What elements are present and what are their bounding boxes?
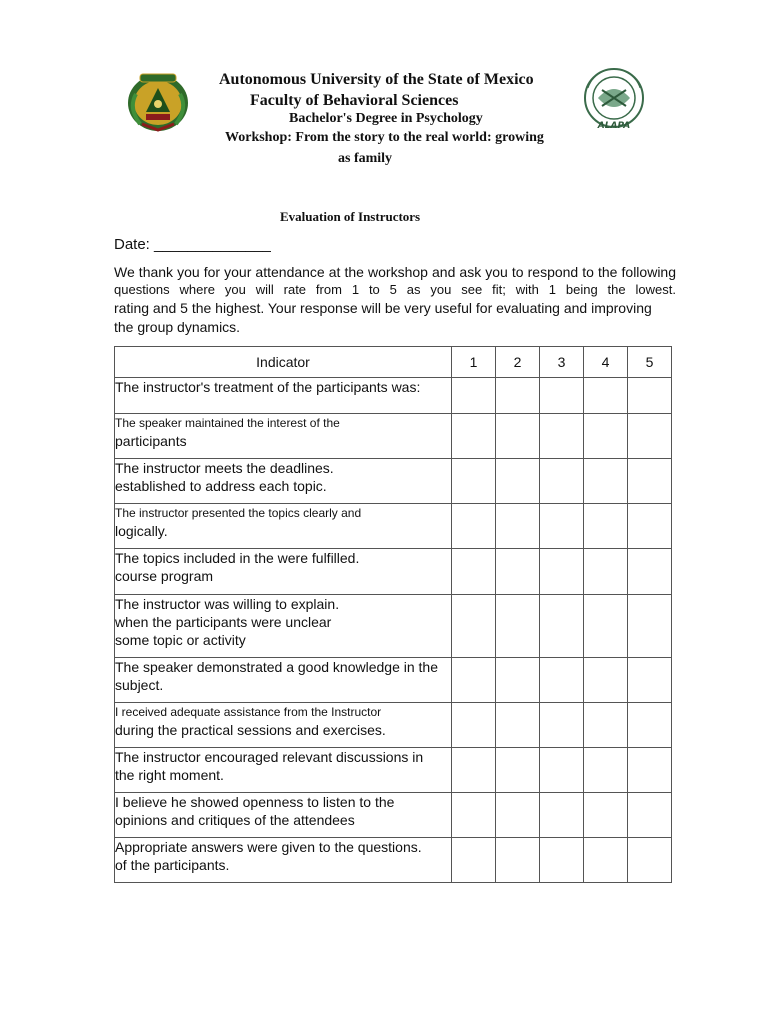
rating-cell-1[interactable] [452, 549, 496, 595]
indicator-text: of the participants. [115, 857, 230, 873]
rating-cell-3[interactable] [540, 703, 584, 748]
rating-cell-5[interactable] [628, 838, 672, 883]
rating-header-3: 3 [540, 347, 584, 378]
indicator-text: established to address each topic. [115, 478, 327, 494]
indicator-text: course program [115, 568, 214, 584]
rating-cell-3[interactable] [540, 658, 584, 703]
indicator-cell [115, 414, 452, 459]
rating-header-1: 1 [452, 347, 496, 378]
table-header-row [115, 347, 672, 378]
rating-cell-3[interactable] [540, 549, 584, 595]
date-field: Date: ______________ [114, 236, 271, 253]
rating-cell-4[interactable] [584, 748, 628, 793]
rating-cell-2[interactable] [496, 504, 540, 549]
indicator-text: The speaker maintained the interest of the [115, 416, 340, 430]
rating-cell-1[interactable] [452, 378, 496, 414]
rating-cell-3[interactable] [540, 793, 584, 838]
indicator-text: when the participants were unclear [115, 614, 332, 630]
indicator-text: subject. [115, 677, 164, 693]
intro-line-4: the group dynamics. [114, 319, 241, 335]
table-row [115, 414, 672, 459]
table-row [115, 459, 672, 504]
rating-header-2: 2 [496, 347, 540, 378]
indicator-text: The instructor's treatment of the participants was: [115, 379, 421, 395]
indicator-text: I received adequate assistance from the Instructor [115, 705, 382, 719]
rating-cell-4[interactable] [584, 595, 628, 658]
indicator-cell [115, 595, 452, 658]
indicator-cell [115, 549, 452, 595]
workshop-title-line1: Workshop: From the story to the real world: growing [225, 130, 544, 145]
table-row [115, 838, 672, 883]
rating-cell-5[interactable] [628, 504, 672, 549]
rating-cell-3[interactable] [540, 378, 584, 414]
rating-cell-4[interactable] [584, 459, 628, 504]
indicator-text: The topics included in the were fulfilled. [115, 550, 360, 566]
rating-cell-2[interactable] [496, 658, 540, 703]
table-row [115, 595, 672, 658]
form-title: Evaluation of Instructors [280, 209, 421, 224]
rating-cell-4[interactable] [584, 793, 628, 838]
rating-cell-5[interactable] [628, 658, 672, 703]
rating-cell-4[interactable] [584, 378, 628, 414]
rating-cell-4[interactable] [584, 549, 628, 595]
university-seal-icon [120, 68, 196, 134]
rating-cell-2[interactable] [496, 703, 540, 748]
rating-cell-4[interactable] [584, 504, 628, 549]
rating-cell-2[interactable] [496, 793, 540, 838]
faculty-name: Faculty of Behavioral Sciences [250, 92, 459, 109]
rating-cell-5[interactable] [628, 748, 672, 793]
rating-cell-5[interactable] [628, 414, 672, 459]
rating-cell-4[interactable] [584, 703, 628, 748]
rating-cell-2[interactable] [496, 459, 540, 504]
rating-cell-5[interactable] [628, 459, 672, 504]
rating-cell-1[interactable] [452, 793, 496, 838]
indicator-cell [115, 793, 452, 838]
table-row [115, 658, 672, 703]
indicator-text: The instructor meets the deadlines. [115, 460, 334, 476]
indicator-cell [115, 748, 452, 793]
table-row [115, 793, 672, 838]
indicator-text: The speaker demonstrated a good knowledge in the [115, 659, 438, 675]
rating-cell-1[interactable] [452, 459, 496, 504]
rating-cell-1[interactable] [452, 748, 496, 793]
rating-cell-2[interactable] [496, 378, 540, 414]
degree-name: Bachelor's Degree in Psychology [289, 111, 483, 126]
rating-header-5: 5 [628, 347, 672, 378]
rating-cell-1[interactable] [452, 504, 496, 549]
table-row [115, 378, 672, 414]
rating-cell-1[interactable] [452, 658, 496, 703]
indicator-cell [115, 504, 452, 549]
rating-cell-2[interactable] [496, 595, 540, 658]
workshop-title-line2: as family [338, 151, 393, 166]
table-row [115, 504, 672, 549]
rating-cell-1[interactable] [452, 595, 496, 658]
table-row [115, 703, 672, 748]
rating-cell-5[interactable] [628, 793, 672, 838]
rating-cell-1[interactable] [452, 414, 496, 459]
indicator-text: the right moment. [115, 767, 224, 783]
rating-cell-3[interactable] [540, 504, 584, 549]
intro-line-2: questions where you will rate from 1 to 5 as you see fit; with 1 being the lowest. [114, 282, 676, 297]
university-name: Autonomous University of the State of Mexico [219, 71, 534, 88]
rating-cell-3[interactable] [540, 595, 584, 658]
intro-line-3: rating and 5 the highest. Your response will be very useful for evaluating and improving [114, 300, 652, 316]
rating-cell-2[interactable] [496, 748, 540, 793]
rating-cell-1[interactable] [452, 838, 496, 883]
rating-cell-2[interactable] [496, 838, 540, 883]
rating-cell-5[interactable] [628, 703, 672, 748]
rating-cell-4[interactable] [584, 838, 628, 883]
indicator-text: The instructor presented the topics clearly and [115, 506, 362, 520]
rating-cell-3[interactable] [540, 838, 584, 883]
indicator-cell [115, 838, 452, 883]
rating-cell-4[interactable] [584, 658, 628, 703]
indicator-text: The instructor encouraged relevant discussions in [115, 749, 424, 765]
indicator-cell [115, 459, 452, 504]
indicator-text: Appropriate answers were given to the questions. [115, 839, 422, 855]
rating-cell-4[interactable] [584, 414, 628, 459]
rating-cell-3[interactable] [540, 748, 584, 793]
indicator-text: participants [115, 433, 187, 449]
indicator-cell [115, 378, 452, 414]
indicator-text: logically. [115, 523, 168, 539]
indicator-text: The instructor was willing to explain. [115, 596, 340, 612]
indicator-cell [115, 703, 452, 748]
evaluation-table [114, 346, 672, 883]
indicator-cell [115, 658, 452, 703]
indicator-header: Indicator [115, 347, 452, 378]
table-row [115, 549, 672, 595]
rating-cell-2[interactable] [496, 549, 540, 595]
rating-cell-2[interactable] [496, 414, 540, 459]
intro-line-1: We thank you for your attendance at the workshop and ask you to respond to the following [114, 264, 676, 280]
rating-header-4: 4 [584, 347, 628, 378]
indicator-text: some topic or activity [115, 632, 246, 648]
rating-cell-3[interactable] [540, 414, 584, 459]
rating-cell-5[interactable] [628, 549, 672, 595]
svg-text:ALAPA: ALAPA [597, 121, 631, 131]
rating-cell-5[interactable] [628, 378, 672, 414]
table-row [115, 748, 672, 793]
faculty-emblem-icon [578, 66, 650, 132]
indicator-text: opinions and critiques of the attendees [115, 812, 355, 828]
indicator-text: during the practical sessions and exercises. [115, 722, 386, 738]
rating-cell-3[interactable] [540, 459, 584, 504]
indicator-text: I believe he showed openness to listen to the [115, 794, 395, 810]
rating-cell-5[interactable] [628, 595, 672, 658]
rating-cell-1[interactable] [452, 703, 496, 748]
